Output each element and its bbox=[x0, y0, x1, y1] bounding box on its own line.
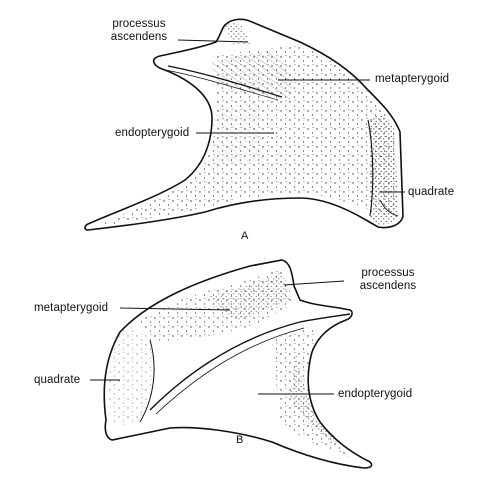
label-a-endopterygoid: endopterygoid bbox=[115, 127, 190, 139]
label-b-processus-ascendens bbox=[350, 267, 426, 293]
label-b-quadrate: quadrate bbox=[34, 374, 81, 386]
label-a-metapterygoid: metapterygoid bbox=[375, 73, 450, 85]
label-b-ascendens-line: ascendens bbox=[359, 280, 417, 292]
label-a-processus-line: processus bbox=[112, 18, 166, 30]
view-a-drawing bbox=[85, 19, 403, 230]
label-b-metapterygoid: metapterygoid bbox=[34, 302, 109, 314]
caption-b: B bbox=[236, 434, 244, 446]
label-b-endopterygoid: endopterygoid bbox=[338, 388, 413, 400]
label-a-ascendens-line: ascendens bbox=[110, 31, 168, 43]
label-a-quadrate: quadrate bbox=[408, 186, 455, 198]
label-a-processus-ascendens bbox=[104, 18, 174, 44]
label-b-processus-line: processus bbox=[361, 267, 415, 279]
caption-a: A bbox=[241, 230, 249, 242]
